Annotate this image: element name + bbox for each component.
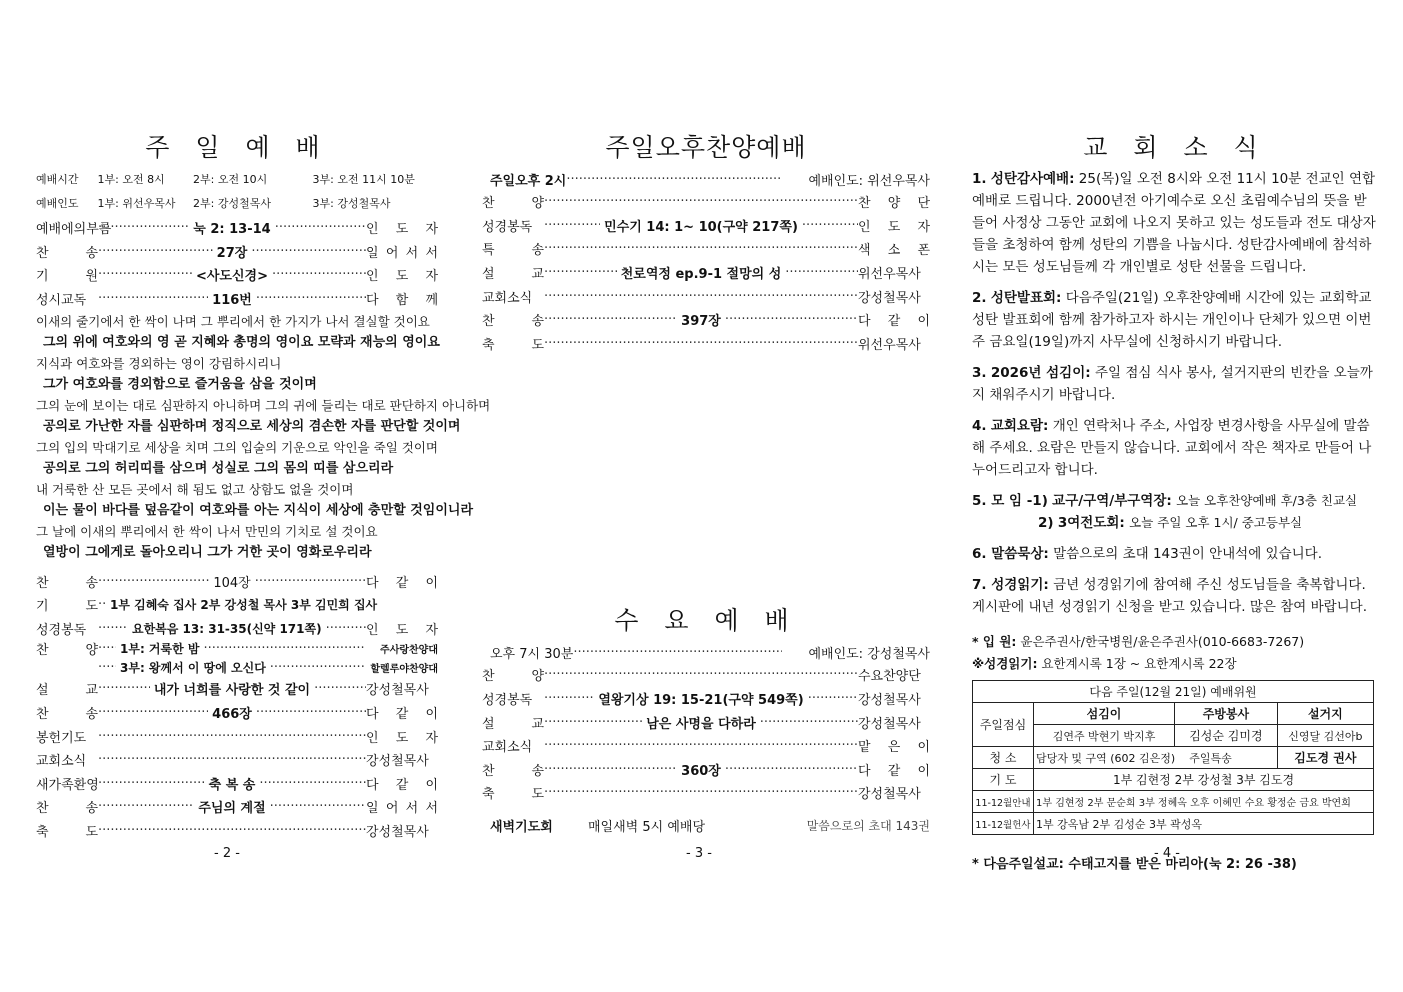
service-leaders [36, 192, 438, 216]
order-row [482, 237, 930, 261]
order-label: 예배에의부름 [36, 222, 112, 238]
order-item: 눅 2: 13-14 [193, 222, 271, 238]
order-role: 찬 양 단 [858, 196, 930, 212]
order-label: 설 교 [482, 267, 544, 283]
leader-2: 2부: 강성철목사 [193, 197, 271, 210]
order-row-anthem [36, 640, 438, 657]
news-title: 교 회 소 식 [1083, 133, 1267, 162]
time-1: 1부: 오전 8시 [97, 173, 165, 186]
page-3-afternoon-service [482, 130, 930, 837]
order-item: <사도신경> [195, 269, 269, 285]
news-item: 4. 교회요람: 개인 연락처나 주소, 사업장 변경사항을 사무실에 말씀해 주세요. 요람은 만들지 않습니다. 교회에서 작은 책자로 만들어 나누어드리고자 합니다. [972, 418, 1372, 478]
order-role: 다 같 이 [858, 763, 931, 779]
order-item: 요한복음 13: 31-35(신약 171쪽) [132, 621, 322, 636]
order-role: 강성철목사 [366, 754, 429, 770]
news-item: 1. 성탄감사예배: 25(목)일 오전 8시와 오전 11시 10분 전교인 연합예배로 드립니다. 2000년전 아기예수로 오신 초림예수님의 뜻을 받들어 사정상 그동안 교회에 나오지 못하고 있는 성도들과 전도 대상자들을 초청하여 함께 성탄의 기쁨을 나눕시다. 성탄감사예배에 참석하시는 모든 성도님들께 각 개인별로 성탄 선물을 드립니다. [972, 171, 1376, 275]
order-item: 천로역정 ep.9-1 절망의 성 [620, 267, 782, 283]
reading-line: 열방이 그에게로 돌아오리니 그가 거한 곳이 영화로우리라 [43, 545, 372, 561]
next-sermon: * 다음주일설교: 수태고지를 받은 마리아(눅 2: 26 -38) [972, 857, 1297, 872]
afternoon-time: 주일오후 2시 [490, 173, 567, 189]
order-row [36, 216, 438, 240]
order-row [482, 284, 930, 308]
wednesday-header [482, 641, 930, 663]
order-role: 인 도 자 [858, 219, 931, 235]
order-row [36, 724, 438, 748]
order-item: 축 복 송 [208, 777, 256, 793]
time-3: 3부: 오전 11시 10분 [312, 173, 415, 186]
service-times [36, 168, 438, 192]
order-row [36, 287, 438, 311]
anthem-3: 3부: 왕께서 이 땅에 오신다 [120, 660, 266, 675]
order-row [482, 308, 930, 332]
dawn-label: 새벽기도회 [490, 820, 553, 836]
anthem-1: 1부: 거룩한 밤 [120, 642, 200, 657]
order-role: 위선우목사 [858, 267, 921, 283]
order-item: 27장 [216, 245, 248, 261]
wednesday-order [482, 663, 930, 805]
reading-line: 공의로 가난한 자를 심판하며 정직으로 세상의 겸손한 자를 판단할 것이며 [43, 419, 461, 435]
page-4-church-news [972, 130, 1378, 872]
leader-1: 1부: 위선우목사 [97, 197, 176, 210]
order-label: 봉헌기도 [36, 730, 87, 746]
order-row [36, 748, 438, 772]
news-meditation: 6. 말씀묵상: 말씀으로의 초대 143권이 안내석에 있습니다. [972, 546, 1323, 562]
order-row [482, 687, 930, 711]
order-row-prayer [36, 593, 438, 617]
order-row [482, 332, 930, 356]
order-bottom [36, 677, 438, 842]
order-label: 찬 송 [482, 314, 544, 330]
order-item: 민수기 14: 1~ 10(구약 217쪽) [604, 219, 798, 235]
order-label: 성경봉독 [482, 693, 533, 709]
order-label: 찬 송 [36, 801, 98, 817]
order-top [36, 216, 438, 310]
duty-table: 다음 주일(12월 21일) 예배위원 주일점심 섬김이 주방봉사 설거지 김연주 박현기 박지후 김성순 김미경 신영달 김선아b 청 소 담당자 및 구역 (602 김은정) 주일특송 김도경 권사 기 도 1부 김현정 2부 강성철 3부 김도경 11-12월안내 1부 김현정 2부 문순희 3부 정혜옥 오후 이혜민 수요 황정순 금요 박연희 11-12월헌사 1부 강옥남 2부 김성순 3부 곽성옥 [972, 680, 1374, 835]
order-label: 교회소식 [482, 290, 533, 306]
order-label: 설 교 [482, 716, 544, 732]
dawn-time: 매일새벽 5시 예배당 [588, 820, 705, 836]
order-label: 찬 양 [36, 643, 98, 659]
order-label: 성경봉독 [36, 622, 87, 638]
reading-line: 이새의 줄기에서 한 싹이 나며 그 뿌리에서 한 가지가 나서 결실할 것이요 [36, 314, 430, 330]
order-role: 강성철목사 [366, 825, 429, 841]
order-row [482, 214, 930, 238]
order-label: 교회소식 [482, 740, 533, 756]
order-role: 수요찬양단 [858, 669, 921, 685]
order-row [36, 795, 438, 819]
order-row [36, 569, 438, 593]
news-bible-reading: 7. 성경읽기: 금년 성경읽기에 참여해 주신 성도님들을 축복합니다. 게시판에 내년 성경읽기 신청을 받고 있습니다. 많은 참여 바랍니다. [972, 577, 1368, 615]
order-role: 강성철목사 [858, 693, 921, 709]
order-label: 축 도 [482, 337, 544, 353]
choir-3: 할렐루야찬양대 [370, 663, 438, 675]
order-role: 일 어 서 서 [366, 245, 438, 261]
leaders-label: 예배인도 [36, 197, 79, 210]
news-item: 2. 성탄발표회: 다음주일(21일) 오후찬양예배 시간에 있는 교회학교 성탄 발표회에 함께 참가하고자 하시는 개인이나 단체가 있으면 이번 주 금요일(19일)까지 사무실에 신청하시기 바랍니다. [972, 290, 1372, 350]
page-number: - 3 - [686, 846, 712, 861]
order-label: 새가족환영 [36, 777, 99, 793]
order-role: 인 도 자 [366, 269, 438, 285]
order-label: 교회소식 [36, 754, 87, 770]
order-label: 축 도 [36, 825, 98, 841]
wednesday-title: 수 요 예 배 [614, 606, 798, 636]
dawn-prayer [482, 815, 930, 837]
order-row [482, 261, 930, 285]
choir-1: 주사랑 찬양대 [380, 645, 438, 657]
order-role: 맡 은 이 [858, 740, 930, 756]
prayer-leaders: 1부 김혜숙 집사 2부 강성철 목사 3부 김민희 집사 [110, 598, 378, 613]
order-label: 설 교 [36, 683, 98, 699]
order-label: 찬 양 [482, 196, 544, 212]
afternoon-order [482, 190, 930, 355]
order-item: 104장 [213, 575, 251, 591]
order-role: 인 도 자 [366, 222, 438, 238]
order-row [36, 263, 438, 287]
time-2: 2부: 오전 10시 [193, 173, 268, 186]
page-number: - 2 - [214, 846, 240, 861]
order-role: 강성철목사 [858, 787, 921, 803]
order-role: 인 도 자 [366, 730, 438, 746]
order-row [482, 781, 930, 805]
order-item: 남은 사명을 다하라 [646, 716, 756, 732]
order-item: 466장 [212, 707, 252, 723]
order-row [36, 240, 438, 264]
page-number: - 4 - [1154, 846, 1180, 861]
dawn-book: 말씀으로의 초대 143권 [806, 819, 930, 834]
news-item: 3. 2026년 섬김이: 주일 점심 식사 봉사, 설거지판의 빈칸을 오늘까지 채워주시기 바랍니다. [972, 365, 1373, 403]
news-meetings: 5. 모 임 -1) 교구/구역/부구역장: 오늘 오후찬양예배 후/3층 친교실 2) 3여전도회: 오늘 주일 오후 1시/ 중고등부실 [972, 493, 1358, 531]
times-label: 예배시간 [36, 173, 79, 186]
order-label: 기 원 [36, 269, 98, 285]
order-row-anthem [36, 657, 438, 677]
order-label: 성경봉독 [482, 219, 533, 235]
order-label: 찬 송 [36, 575, 98, 591]
order-label: 특 송 [482, 243, 544, 259]
order-row [36, 677, 438, 701]
order-row [36, 772, 438, 796]
reading-line: 그의 위에 여호와의 영 곧 지혜와 총명의 영이요 모략과 재능의 영이요 [43, 335, 440, 351]
order-role: 다 같 이 [366, 575, 438, 591]
order-role: 다 같 이 [858, 314, 931, 330]
order-label: 찬 송 [36, 707, 98, 723]
reading-line: 공의로 그의 허리띠를 삼으며 성실로 그의 몸의 띠를 삼으리라 [43, 461, 394, 477]
order-label: 축 도 [482, 787, 544, 803]
order-item: 열왕기상 19: 15-21(구약 549쪽) [598, 693, 804, 709]
reading-line: 그가 여호와를 경외함으로 즐거움을 삼을 것이며 [43, 377, 317, 393]
order-item: 360장 [681, 763, 721, 779]
order-row [36, 819, 438, 843]
order-role: 강성철목사 [858, 716, 921, 732]
order-role: 색 소 폰 [858, 243, 930, 259]
reading-line: 그 날에 이새의 뿌리에서 한 싹이 나서 만민의 기치로 설 것이요 [36, 524, 378, 540]
order-row [482, 758, 930, 782]
bible-reading-note: ※성경읽기: 요한계시록 1장 ~ 요한계시록 22장 [972, 656, 1237, 671]
order-role: 다 같 이 [366, 707, 439, 723]
order-row [36, 617, 438, 641]
order-role: 다 같 이 [366, 777, 439, 793]
reading-line: 지식과 여호와를 경외하는 영이 강림하시리니 [36, 356, 282, 372]
leader-3: 3부: 강성철목사 [312, 197, 391, 210]
order-item: 397장 [681, 314, 721, 330]
order-label: 찬 송 [36, 245, 98, 261]
duty-heading: 다음 주일(12월 21일) 예배위원 [973, 681, 1374, 703]
order-row [482, 663, 930, 687]
hospital-note: * 입 원: 윤은주권사/한국병원/윤은주권사(010-6683-7267) [972, 634, 1305, 649]
order-row [482, 190, 930, 214]
order-role: 다 함 께 [366, 293, 439, 309]
order-item: 116번 [212, 293, 252, 309]
order-label: 성시교독 [36, 293, 87, 309]
wednesday-time: 오후 7시 30분 [490, 646, 574, 662]
order-label: 찬 송 [482, 763, 544, 779]
order-role: 일 어 서 서 [366, 801, 439, 817]
afternoon-header [482, 168, 930, 190]
reading-line: 내 거룩한 산 모든 곳에서 해 됨도 없고 상함도 없을 것이며 [36, 482, 354, 498]
news-list [972, 168, 1378, 481]
reading-line: 이는 물이 바다를 덮음같이 여호와를 아는 지식이 세상에 충만할 것임이니라 [43, 503, 474, 519]
afternoon-leader: 예배인도: 위선우목사 [808, 173, 930, 189]
page-title: 주 일 예 배 [145, 133, 329, 162]
order-label: 찬 양 [482, 669, 544, 685]
wednesday-leader: 예배인도: 강성철목사 [808, 646, 930, 662]
order-item: 주님의 계절 [198, 801, 266, 817]
order-role: 위선우목사 [858, 337, 921, 353]
afternoon-title: 주일오후찬양예배 [605, 133, 807, 162]
page-2-sunday-service [36, 130, 491, 842]
order-label: 기 도 [36, 599, 98, 615]
order-role: 강성철목사 [366, 683, 429, 699]
order-row [482, 734, 930, 758]
responsive-reading [36, 311, 491, 563]
order-row [36, 701, 438, 725]
reading-line: 그의 눈에 보이는 대로 심판하지 아니하며 그의 귀에 들리는 대로 판단하지 아니하며 [36, 398, 491, 414]
order-item: 내가 너희를 사랑한 것 같이 [153, 683, 311, 699]
order-role: 인 도 자 [366, 622, 438, 638]
order-role: 강성철목사 [858, 290, 921, 306]
order-row [482, 710, 930, 734]
reading-line: 그의 입의 막대기로 세상을 치며 그의 입술의 기운으로 악인을 죽일 것이며 [36, 440, 438, 456]
